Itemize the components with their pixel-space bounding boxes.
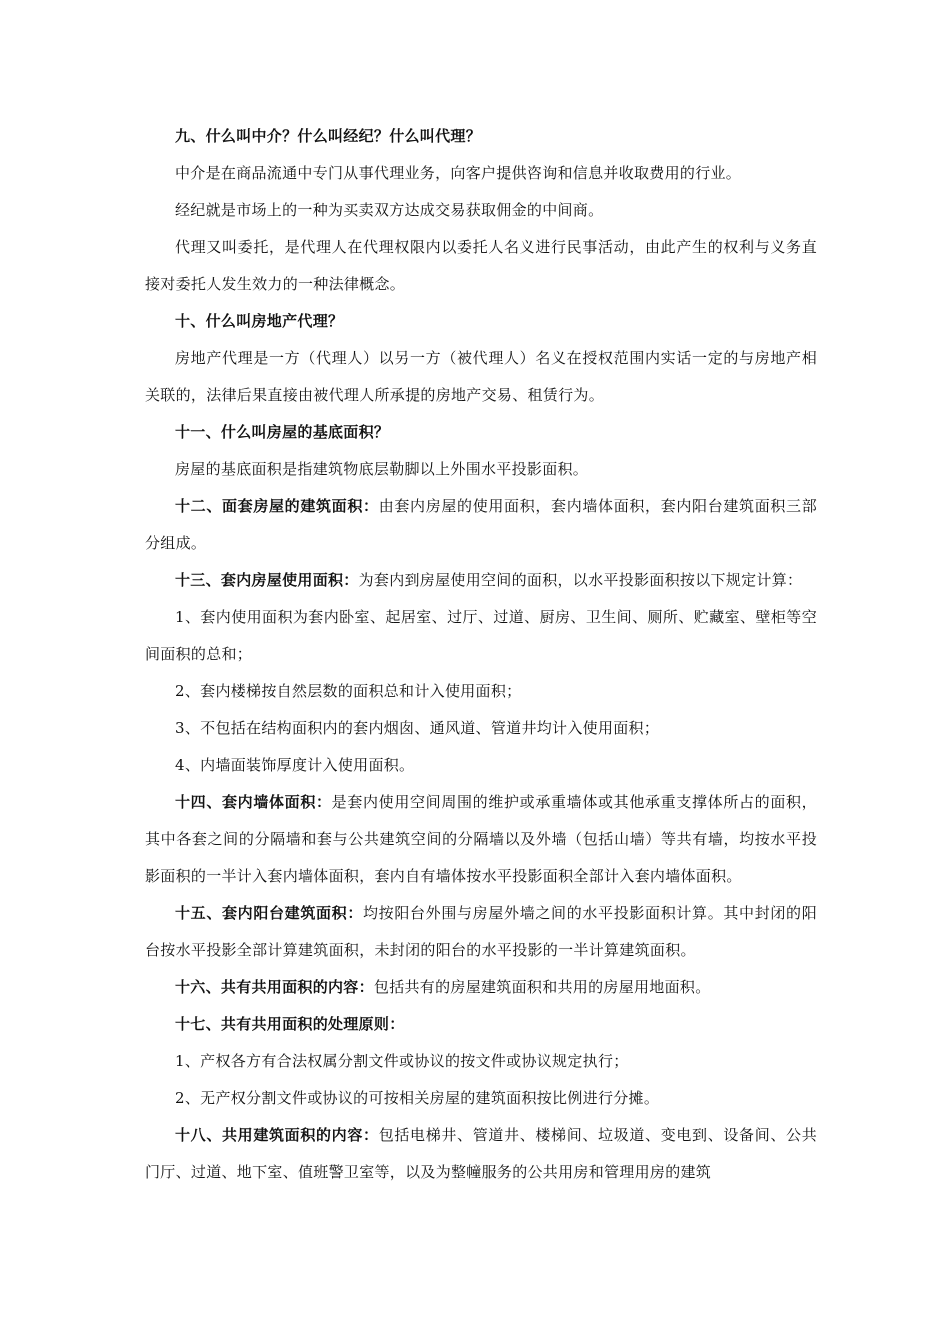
paragraph-14 [145,784,817,895]
list-item-4 [145,747,817,784]
heading-text: 十三、套内房屋使用面积： [175,571,359,589]
document-body [145,118,817,1191]
heading-text: 十一、什么叫房屋的基底面积？ [175,423,390,441]
paragraph-broker [145,192,817,229]
paragraph-text: 房地产代理是一方（代理人）以另一方（被代理人）名义在授权范围内实话一定的与房地产相关联的，法律后果直接由被代理人所承提的房地产交易、租赁行为。 [145,349,817,404]
paragraph-text: 中介是在商品流通中专门从事代理业务，向客户提供咨询和信息并收取费用的行业。 [175,164,742,182]
list-item-text: 2、套内楼梯按自然层数的面积总和计入使用面积； [175,682,522,700]
heading-11 [145,414,817,451]
heading-text: 十二、面套房屋的建筑面积： [175,497,379,515]
heading-text: 十四、套内墙体面积： [175,793,332,811]
paragraph-real-estate-agency [145,340,817,414]
list-item-2 [145,673,817,710]
heading-text: 十八、共用建筑面积的内容： [175,1126,379,1144]
paragraph-intermediary [145,155,817,192]
list-item-17-2 [145,1080,817,1117]
paragraph-text: 包括共有的房屋建筑面积和共用的房屋用地面积。 [373,978,711,996]
heading-17 [145,1006,817,1043]
heading-text: 九、什么叫中介？什么叫经纪？什么叫代理？ [175,127,482,145]
heading-text: 十六、共有共用面积的内容： [175,978,374,996]
list-item-1 [145,599,817,673]
paragraph-text: 包括电梯井、管道井、楼梯间、垃圾道、变电到、设备间、公共门厅、过道、地下室、值班警卫室等，以及为整幢服务的公共用房和管理用房的建筑 [145,1126,818,1181]
list-item-3 [145,710,817,747]
list-item-text: 4、内墙面装饰厚度计入使用面积。 [175,756,415,774]
list-item-text: 3、不包括在结构面积内的套内烟囱、通风道、管道井均计入使用面积； [175,719,660,737]
heading-text: 十五、套内阳台建筑面积： [175,904,364,922]
paragraph-text: 房屋的基底面积是指建筑物底层勒脚以上外围水平投影面积。 [175,460,589,478]
paragraph-13 [145,562,817,599]
list-item-17-1 [145,1043,817,1080]
paragraph-16 [145,969,817,1006]
heading-text: 十、什么叫房地产代理？ [175,312,344,330]
heading-text: 十七、共有共用面积的处理原则： [175,1015,405,1033]
paragraph-12 [145,488,817,562]
paragraph-18 [145,1117,817,1191]
paragraph-text: 由套内房屋的使用面积，套内墙体面积，套内阳台建筑面积三部分组成。 [145,497,818,552]
paragraph-text: 经纪就是市场上的一种为买卖双方达成交易获取佣金的中间商。 [175,201,604,219]
heading-9 [145,118,817,155]
paragraph-agency [145,229,817,303]
list-item-text: 1、套内使用面积为套内卧室、起居室、过厅、过道、厨房、卫生间、厕所、贮藏室、壁柜等空间面积的总和； [145,608,817,663]
list-item-text: 1、产权各方有合法权属分割文件或协议的按文件或协议规定执行； [175,1052,629,1070]
paragraph-text: 为套内到房屋使用空间的面积，以水平投影面积按以下规定计算： [358,571,803,589]
paragraph-text: 均按阳台外围与房屋外墙之间的水平投影面积计算。其中封闭的阳台按水平投影全部计算建筑面积，未封闭的阳台的水平投影的一半计算建筑面积。 [145,904,817,959]
paragraph-base-area [145,451,817,488]
list-item-text: 2、无产权分割文件或协议的可按相关房屋的建筑面积按比例进行分摊。 [175,1089,660,1107]
paragraph-text: 是套内使用空间周围的维护或承重墙体或其他承重支撑体所占的面积，其中各套之间的分隔墙和套与公共建筑空间的分隔墙以及外墙（包括山墙）等共有墙，均按水平投影面积的一半计入套内墙体面积，套内自有墙体按水平投影面积全部计入套内墙体面积。 [145,793,817,885]
heading-10 [145,303,817,340]
paragraph-15 [145,895,817,969]
paragraph-text: 代理又叫委托，是代理人在代理权限内以委托人名义进行民事活动，由此产生的权利与义务直接对委托人发生效力的一种法律概念。 [145,238,817,293]
